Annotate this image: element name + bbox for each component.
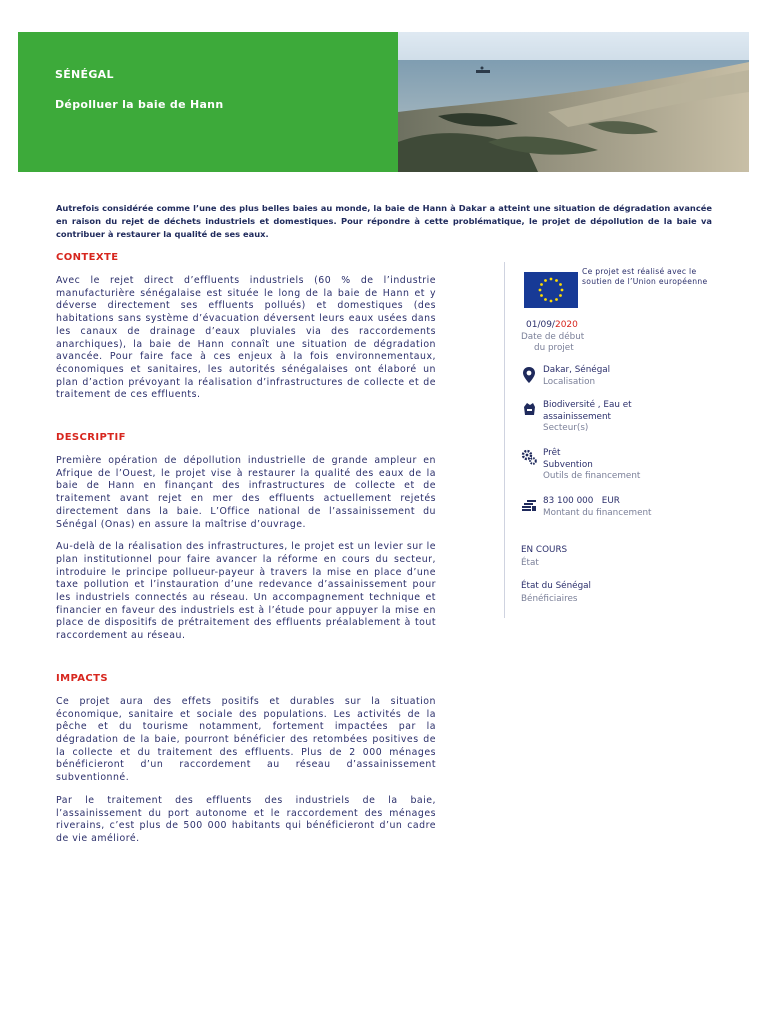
start-date-day: 01/09/ [526, 320, 555, 330]
descriptif-paragraph-1: Première opération de dépollution industrielle de grande ampleur en Afrique de l’Ouest, le projet vise à restaurer la qualité des eaux de la baie de Hann en finançant des infrastructures de collecte et de traitement avant rejet en mer des effluents actuellement rejetés directement dans la baie. L’Office national de l’assainissement du Sénégal (Onas) en assure la maîtrise d’ouvrage. [56, 455, 436, 530]
eu-support-text: Ce projet est réalisé avec le soutien de l’Union européenne [582, 267, 708, 287]
impacts-paragraph-2: Par le traitement des effluents des industriels de la baie, l’assainissement du port autonome et le raccordement des ménages riverains, c’est plus de 500 000 habitants qui bénéficieront d’un cadre de vie amélioré. [56, 794, 436, 844]
state-label: État [521, 557, 539, 568]
section-title-contexte: CONTEXTE [56, 252, 119, 263]
eu-flag-icon [524, 272, 578, 308]
tools-value-1: Prêt [543, 448, 561, 458]
impacts-paragraph-1: Ce projet aura des effets positifs et durables sur la situation économique, sanitaire et sociale des populations. Les activités de la pêche et du tourisme notamment, fortement impactées par la dégradation de la baie, pourront bénéficier des retombées positives de la collecte et du traitement des effluents. Plus de 2 000 ménages bénéficieront d’un raccordement au réseau d’assainissement subventionné. [56, 695, 436, 784]
state-value: EN COURS [521, 545, 568, 555]
descriptif-paragraph-2: Au-delà de la réalisation des infrastructures, le projet est un levier sur le plan institutionnel pour faire avancer la réforme en cours du secteur, introduire le principe pollueur-payeur à travers la mise en place d’une taxe pollution et l’instauration d’une redevance d’assainissement pour les industriels connectés au réseau. Un accompagnement technique et financier en faveur des industriels est à l’étude pour appuyer la mise en place de dispositifs de prétraitement des effluents préalablement à tout raccordement au réseau. [56, 541, 436, 642]
section-title-descriptif: DESCRIPTIF [56, 432, 126, 444]
tools-label: Outils de financement [543, 471, 641, 481]
header-banner [18, 32, 398, 172]
location-pin-icon [521, 366, 537, 382]
intro-paragraph: Autrefois considérée comme l’une des plus belles baies au monde, la baie de Hann à Dakar a atteint une situation de dégradation avancée en raison du rejet de déchets industriels et domestiques. Pour répondre à cette problématique, le projet de dépollution de la baie va contribuer à restaurer la qualité de ses eaux. [56, 203, 712, 239]
start-date-label-2: du projet [534, 343, 574, 353]
tools-value-2: Subvention [543, 459, 593, 470]
financing-tools-info [521, 448, 640, 483]
sector-value-2: assainissement [543, 411, 611, 422]
bay-photo [398, 32, 749, 172]
sector-value-1: Biodiversité , Eau et [543, 400, 632, 410]
sidebar-divider [504, 262, 505, 618]
location-info [521, 365, 610, 388]
amount-label: Montant du financement [543, 507, 652, 518]
amount-value: 83 100 000 EUR [543, 496, 620, 506]
start-date [521, 320, 584, 355]
beneficiary-value: État du Sénégal [521, 581, 592, 591]
tools-gears-icon [521, 449, 537, 465]
project-state [521, 544, 567, 569]
location-value: Dakar, Sénégal [543, 365, 611, 375]
location-label: Localisation [543, 376, 596, 387]
main-column [56, 252, 436, 846]
start-date-label-1: Date de début [521, 331, 585, 342]
country-label: SÉNÉGAL [55, 68, 114, 81]
sector-label: Secteur(s) [543, 423, 589, 433]
page-title: Dépolluer la baie de Hann [55, 98, 224, 111]
sector-info [521, 400, 632, 435]
money-coins-icon [521, 497, 537, 513]
sector-hand-icon [521, 401, 537, 417]
section-title-impacts: IMPACTS [56, 672, 108, 684]
amount-info [521, 496, 652, 519]
beneficiaries [521, 580, 591, 605]
contexte-paragraph: Avec le rejet direct d’effluents industriels (60 % de l’industrie manufacturière sénégalaise est située le long de la baie de Hann et y déverse directement ses effluents pollués) et domestiques (des habitations sans système d’évacuation déversent leurs eaux usées dans les canaux de drainage d’eaux pluviales via des raccordements anarchiques), la baie de Hann connaît une situation de dégradation avancée. Pour faire face à ces enjeux à la fois environnementaux, économiques et sanitaires, les autorités sénégalaises ont élaboré un plan d’action prévoyant la réalisation d’infrastructures de collecte et de traitement de ces effluents. [56, 275, 436, 401]
beneficiary-label: Bénéficiaires [521, 593, 578, 604]
start-date-year: 2020 [554, 320, 578, 330]
